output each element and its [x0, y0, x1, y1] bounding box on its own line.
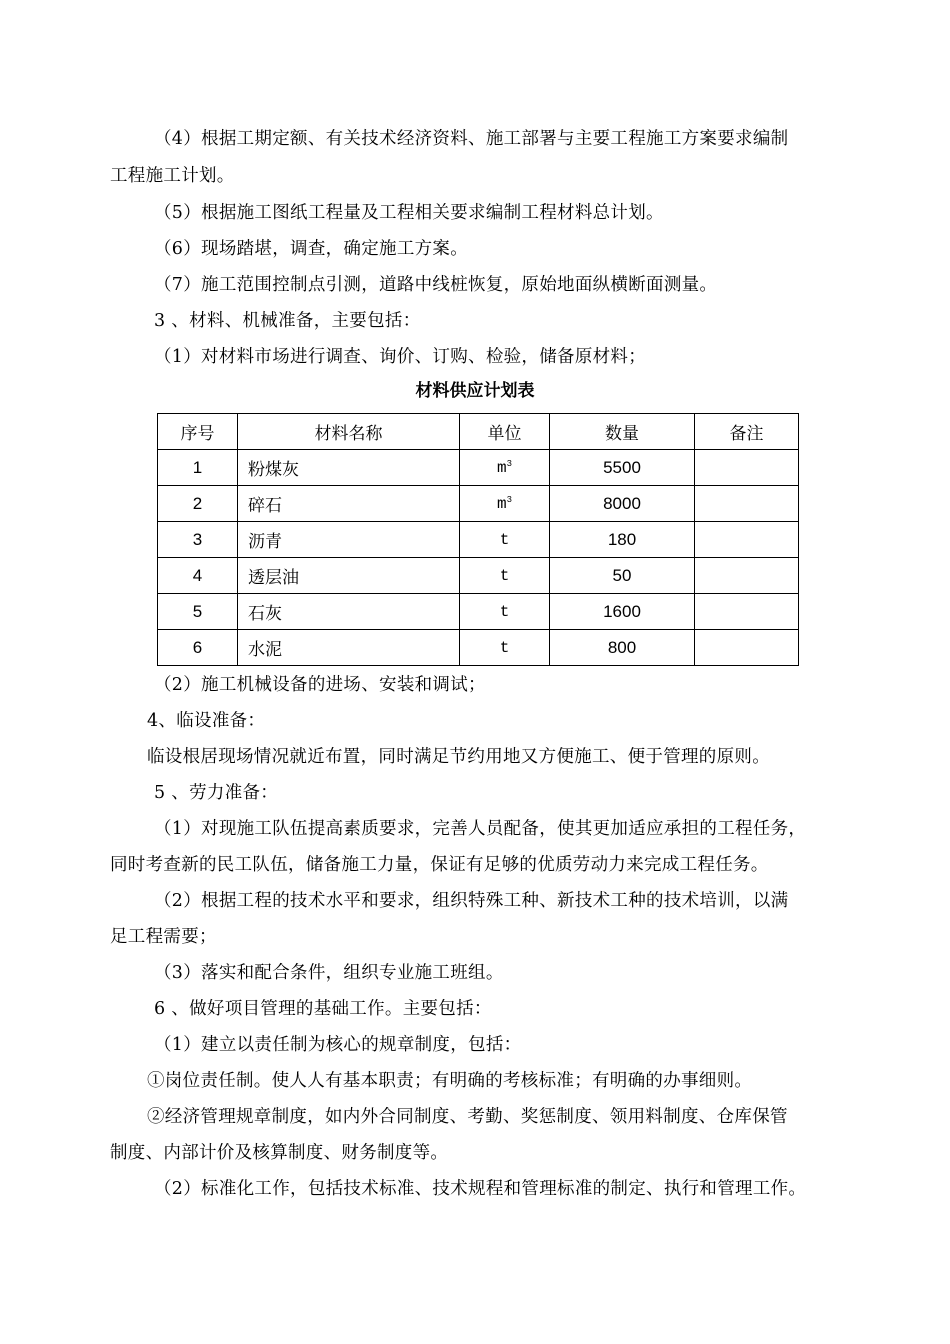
unit-text: t: [499, 566, 510, 585]
unit-superscript: 3: [506, 458, 512, 469]
paragraph-line: （7）施工范围控制点引测，道路中线桩恢复，原始地面纵横断面测量。: [154, 275, 718, 295]
table-row: [158, 558, 799, 594]
cell-name: 透层油: [238, 558, 460, 594]
paragraph-line: （3）落实和配合条件，组织专业施工班组。: [154, 963, 504, 983]
header-cell-name: 材料名称: [238, 414, 460, 450]
cell-name: 水泥: [238, 630, 460, 666]
cell-note: [695, 486, 799, 522]
cell-qty: 5500: [550, 450, 695, 486]
cell-unit: [460, 558, 550, 594]
paragraph-line: ①岗位责任制。使人人有基本职责；有明确的考核标准；有明确的办事细则。: [147, 1071, 753, 1091]
cell-name: 沥青: [238, 522, 460, 558]
cell-unit: [460, 594, 550, 630]
paragraph-line: （1）建立以责任制为核心的规章制度，包括：: [154, 1035, 522, 1055]
table-row: [158, 450, 799, 486]
unit-text: t: [499, 602, 510, 621]
cell-qty: 1600: [550, 594, 695, 630]
cell-no: 2: [158, 486, 238, 522]
paragraph-line: （2）标准化工作，包括技术标准、技术规程和管理标准的制定、执行和管理工作。: [154, 1179, 807, 1199]
header-cell-no: 序号: [158, 414, 238, 450]
table-row: [158, 522, 799, 558]
section-heading: 3 、材料、机械准备，主要包括：: [154, 311, 421, 331]
unit-text: t: [499, 638, 510, 657]
cell-qty: 8000: [550, 486, 695, 522]
cell-unit: [460, 486, 550, 522]
cell-name: 粉煤灰: [238, 450, 460, 486]
cell-unit: [460, 522, 550, 558]
table-header-row: [158, 414, 799, 450]
section-heading: 4、临设准备：: [147, 711, 266, 731]
paragraph-line: （1）对材料市场进行调查、询价、订购、检验，储备原材料；: [154, 347, 647, 367]
table-row: [158, 486, 799, 522]
table-title: 材料供应计划表: [415, 381, 535, 401]
header-cell-note: 备注: [695, 414, 799, 450]
paragraph-line: 同时考查新的民工队伍，储备施工力量，保证有足够的优质劳动力来完成工程任务。: [110, 855, 769, 875]
cell-no: 1: [158, 450, 238, 486]
cell-note: [695, 630, 799, 666]
paragraph-line: ②经济管理规章制度，如内外合同制度、考勤、奖惩制度、领用料制度、仓库保管: [147, 1107, 788, 1127]
section-heading: 6 、做好项目管理的基础工作。主要包括：: [154, 999, 492, 1019]
header-cell-unit: 单位: [460, 414, 550, 450]
paragraph-line: （5）根据施工图纸工程量及工程相关要求编制工程材料总计划。: [154, 203, 664, 223]
cell-no: 5: [158, 594, 238, 630]
paragraph-line: （6）现场踏堪，调查，确定施工方案。: [154, 239, 469, 259]
cell-note: [695, 522, 799, 558]
cell-note: [695, 450, 799, 486]
table-row: [158, 594, 799, 630]
cell-qty: 50: [550, 558, 695, 594]
cell-no: 4: [158, 558, 238, 594]
table-row: [158, 630, 799, 666]
paragraph-line: （2）根据工程的技术水平和要求，组织特殊工种、新技术工种的技术培训，以满: [154, 891, 789, 911]
paragraph-line: （2）施工机械设备的进场、安装和调试；: [154, 675, 486, 695]
cell-unit: [460, 630, 550, 666]
cell-no: 3: [158, 522, 238, 558]
cell-note: [695, 594, 799, 630]
cell-qty: 180: [550, 522, 695, 558]
material-supply-table: [157, 413, 799, 666]
paragraph-line: 制度、内部计价及核算制度、财务制度等。: [110, 1143, 449, 1163]
paragraph-line: 工程施工计划。: [110, 166, 235, 186]
cell-unit: [460, 450, 550, 486]
cell-no: 6: [158, 630, 238, 666]
section-heading: 5 、劳力准备：: [154, 783, 279, 803]
paragraph-line: （1）对现施工队伍提高素质要求，完善人员配备，使其更加适应承担的工程任务，: [154, 819, 807, 839]
header-cell-qty: 数量: [550, 414, 695, 450]
paragraph-line: 足工程需要；: [110, 927, 217, 947]
unit-text: t: [499, 530, 510, 549]
unit-text: m: [496, 458, 507, 477]
cell-name: 碎石: [238, 486, 460, 522]
unit-text: m: [496, 494, 507, 513]
cell-qty: 800: [550, 630, 695, 666]
paragraph-line: 临设根居现场情况就近布置，同时满足节约用地又方便施工、便于管理的原则。: [147, 747, 770, 767]
cell-name: 石灰: [238, 594, 460, 630]
paragraph-line: （4）根据工期定额、有关技术经济资料、施工部署与主要工程施工方案要求编制: [154, 129, 789, 149]
cell-note: [695, 558, 799, 594]
unit-superscript: 3: [506, 494, 512, 505]
